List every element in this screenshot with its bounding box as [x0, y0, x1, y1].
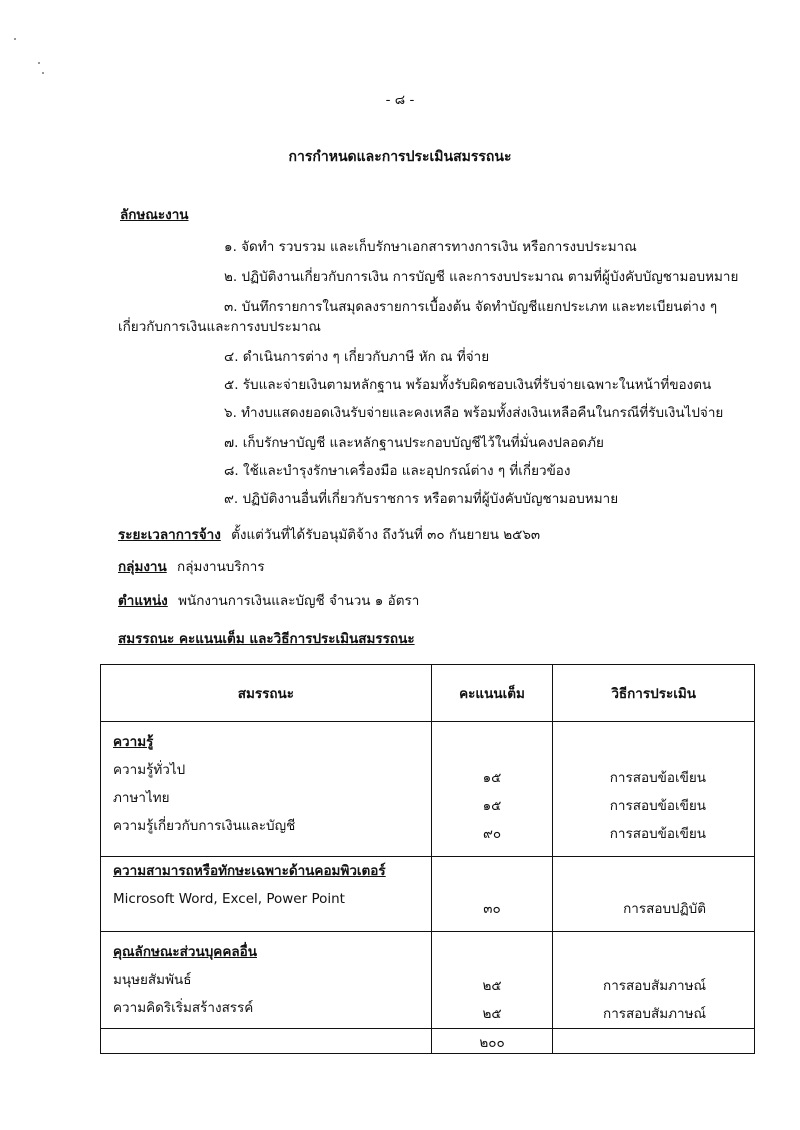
competency-method: การสอบข้อเขียน	[609, 826, 706, 842]
table-header-row	[101, 665, 755, 722]
competency-method: การสอบข้อเขียน	[609, 798, 706, 814]
employment-period-line	[118, 526, 540, 544]
scan-speck	[14, 38, 16, 40]
position-line	[118, 592, 419, 610]
duty-item: ๒. ปฏิบัติงานเกี่ยวกับการเงิน การบัญชี และการงบประมาณ ตามที่ผู้บังคับบัญชามอบหมาย	[224, 269, 739, 285]
duties-heading: ลักษณะงาน	[120, 207, 189, 223]
total-score: ๒๐๐	[479, 1035, 505, 1051]
competency-name: Microsoft Word, Excel, Power Point	[113, 891, 345, 907]
competency-name: ภาษาไทย	[113, 790, 170, 806]
group-title: ความรู้	[113, 734, 154, 750]
work-group-label: กลุ่มงาน	[118, 559, 167, 575]
work-group-line	[118, 558, 265, 576]
employment-period-value: ตั้งแต่วันที่ได้รับอนุมัติจ้าง ถึงวันที่ ๓๐ กันยายน ๒๕๖๓	[231, 527, 541, 543]
competency-score: ๒๕	[482, 1006, 502, 1022]
competency-method: การสอบข้อเขียน	[609, 770, 706, 786]
table-group-knowledge	[101, 722, 755, 857]
table-group-computer-skills	[101, 857, 755, 932]
scan-speck	[38, 62, 40, 64]
page-title: การกำหนดและการประเมินสมรรถนะ	[288, 149, 512, 165]
competency-method: การสอบสัมภาษณ์	[603, 1006, 706, 1022]
competency-table	[100, 664, 755, 1054]
position-value: พนักงานการเงินและบัญชี จำนวน ๑ อัตรา	[178, 593, 420, 609]
header-competency: สมรรถนะ	[101, 665, 432, 722]
competency-score: ๒๕	[482, 978, 502, 994]
duty-item: ๙. ปฏิบัติงานอื่นที่เกี่ยวกับราชการ หรือตามที่ผู้บังคับบัญชามอบหมาย	[224, 491, 619, 507]
competency-score: ๓๐	[483, 901, 501, 917]
group-title: ความสามารถหรือทักษะเฉพาะด้านคอมพิวเตอร์	[113, 863, 386, 879]
competency-name: ความรู้ทั่วไป	[113, 762, 186, 778]
duty-item: ๕. รับและจ่ายเงินตามหลักฐาน พร้อมทั้งรับผิดชอบเงินที่รับจ่ายเฉพาะในหน้าที่ของตน	[224, 377, 712, 393]
duty-item: ๘. ใช้และบำรุงรักษาเครื่องมือ และอุปกรณ์ต่าง ๆ ที่เกี่ยวข้อง	[224, 463, 571, 479]
competency-score: ๑๕	[482, 770, 502, 786]
competency-score: ๙๐	[482, 826, 502, 842]
group-title: คุณลักษณะส่วนบุคคลอื่น	[113, 944, 257, 960]
work-group-value: กลุ่มงานบริการ	[177, 559, 265, 575]
table-total-row	[101, 1029, 755, 1054]
competency-name: ความรู้เกี่ยวกับการเงินและบัญชี	[113, 818, 296, 834]
page-number: - ๘ -	[385, 92, 415, 108]
competency-name: มนุษยสัมพันธ์	[113, 972, 192, 988]
duty-item: ๗. เก็บรักษาบัญชี และหลักฐานประกอบบัญชีไว้ในที่มั่นคงปลอดภัย	[224, 435, 604, 451]
duty-item: ๑. จัดทำ รวบรวม และเก็บรักษาเอกสารทางการเงิน หรือการงบประมาณ	[224, 239, 637, 255]
competency-name: ความคิดริเริ่มสร้างสรรค์	[113, 1000, 254, 1016]
employment-period-label: ระยะเวลาการจ้าง	[118, 527, 221, 543]
table-heading: สมรรถนะ คะแนนเต็ม และวิธีการประเมินสมรรถนะ	[118, 631, 415, 647]
header-method: วิธีการประเมิน	[553, 665, 755, 722]
duty-item: ๖. ทำงบแสดงยอดเงินรับจ่ายและคงเหลือ พร้อมทั้งส่งเงินเหลือคืนในกรณีที่รับเงินไปจ่าย	[224, 405, 724, 421]
competency-score: ๑๕	[482, 798, 502, 814]
competency-method: การสอบปฏิบัติ	[623, 901, 706, 917]
header-full-score: คะแนนเต็ม	[431, 665, 553, 722]
position-label: ตำแหน่ง	[118, 593, 168, 609]
competency-method: การสอบสัมภาษณ์	[603, 978, 706, 994]
duty-item: ๔. ดำเนินการต่าง ๆ เกี่ยวกับภาษี หัก ณ ที่จ่าย	[224, 349, 490, 365]
duty-item-continuation: เกี่ยวกับการเงินและการงบประมาณ	[118, 319, 321, 335]
table-group-personal-attributes	[101, 932, 755, 1029]
duty-item: ๓. บันทึกรายการในสมุดลงรายการเบื้องต้น จัดทำบัญชีแยกประเภท และทะเบียนต่าง ๆ	[224, 299, 718, 315]
scan-speck	[42, 72, 44, 74]
